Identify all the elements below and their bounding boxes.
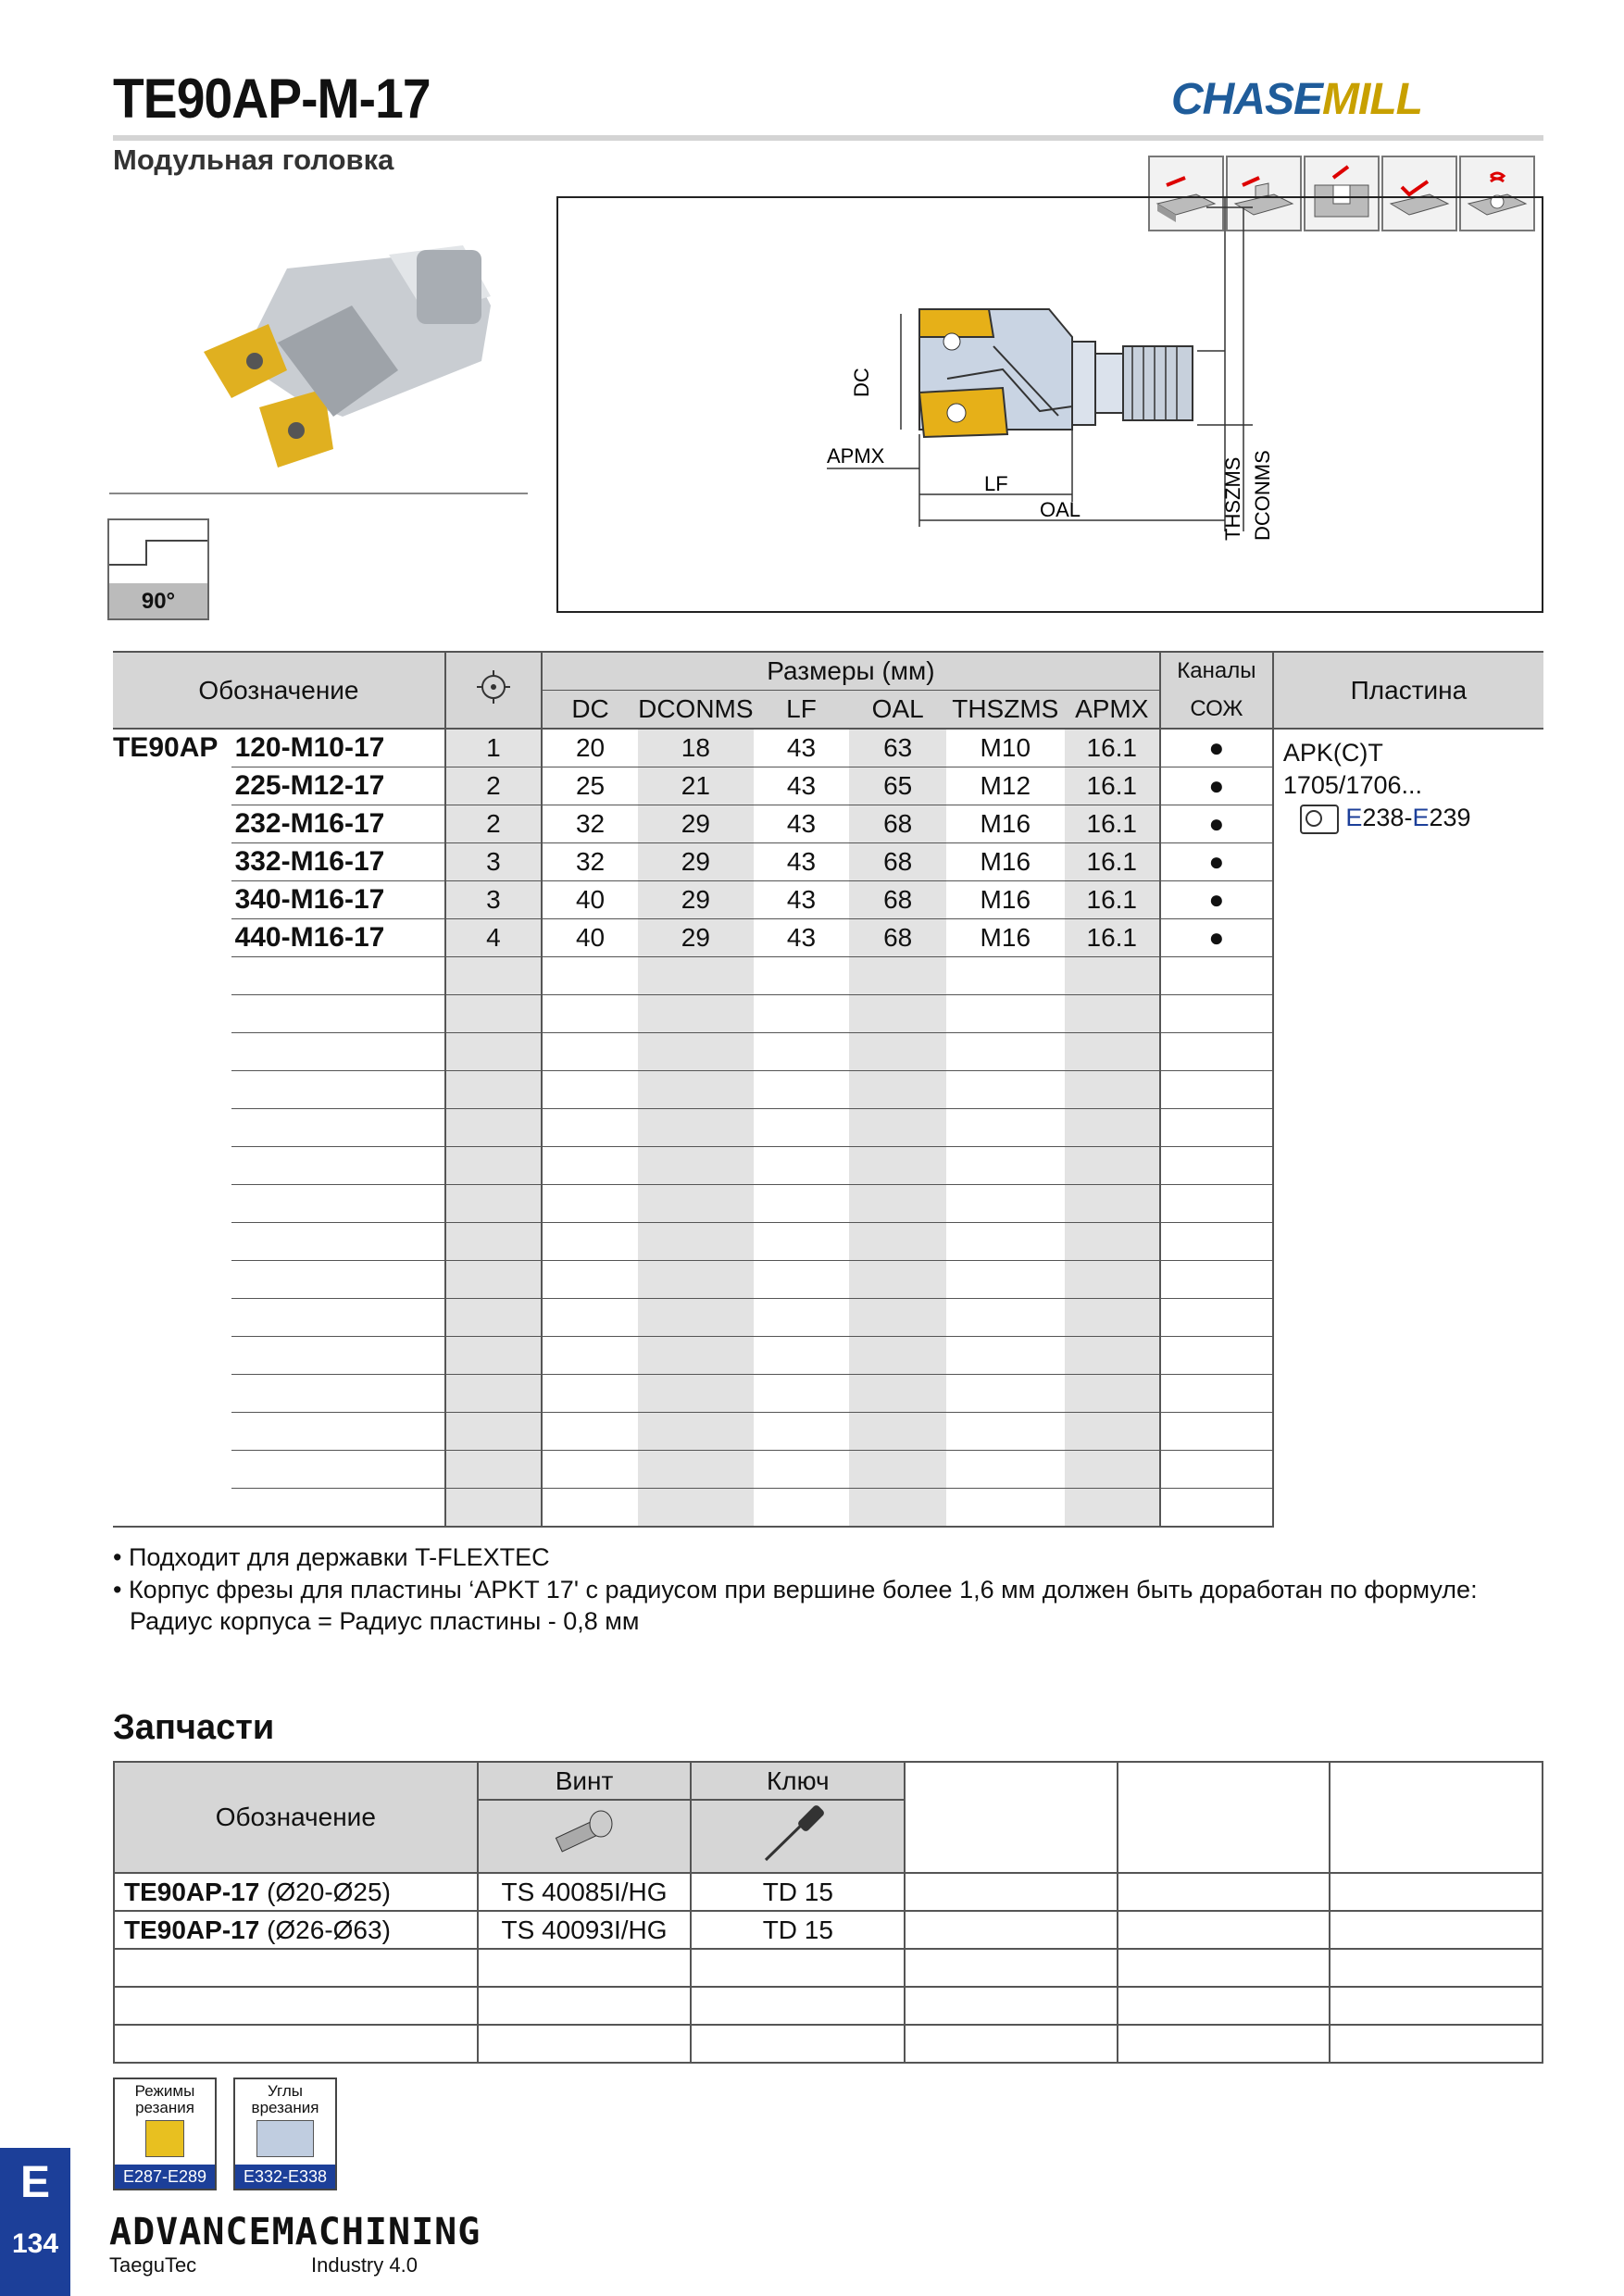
insert-ref-e2: E	[1412, 804, 1430, 832]
row-teeth: 3	[445, 881, 542, 919]
brand-part-a: CHASE	[1171, 75, 1323, 124]
ramping-angles-box[interactable]	[233, 2078, 337, 2190]
col-coolant-1: Каналы	[1160, 652, 1273, 691]
spares-title: Запчасти	[113, 1708, 275, 1747]
row-oal: 63	[849, 729, 946, 767]
row-thszms: M16	[946, 881, 1065, 919]
cutting-data-ref: E287-E289	[115, 2165, 215, 2189]
row-dc: 40	[542, 919, 638, 957]
row-code: 340-M16-17	[231, 881, 445, 919]
row-prefix-empty	[113, 881, 231, 919]
spares-screw: TS 40085I/HG	[478, 1873, 692, 1911]
cutting-data-icon	[145, 2120, 184, 2157]
row-coolant: ●	[1160, 729, 1273, 767]
row-dconms: 18	[638, 729, 753, 767]
table-row	[113, 729, 1543, 767]
row-prefix: TE90AP	[113, 729, 231, 767]
col-dc: DC	[542, 691, 638, 730]
spares-key: TD 15	[691, 1911, 905, 1949]
angle-symbol-icon	[109, 520, 207, 583]
row-code: 225-M12-17	[231, 767, 445, 805]
cutting-data-label-1: Режимы	[134, 2082, 195, 2100]
screw-cell	[478, 1800, 692, 1873]
insert-line-2: 1705/1706...	[1282, 771, 1422, 800]
catalog-reference-icon	[1300, 805, 1339, 834]
row-oal: 68	[849, 843, 946, 881]
row-dc: 32	[542, 805, 638, 843]
row-prefix-empty	[113, 805, 231, 843]
col-teeth	[445, 652, 542, 729]
row-apmx: 16.1	[1065, 767, 1160, 805]
screw-icon	[547, 1805, 621, 1861]
spares-screw: TS 40093I/HG	[478, 1911, 692, 1949]
page-subtitle: Модульная головка	[113, 144, 394, 176]
spares-col-empty	[1118, 1762, 1330, 1873]
row-coolant: ●	[1160, 919, 1273, 957]
spares-designation	[114, 1873, 478, 1911]
row-dc: 25	[542, 767, 638, 805]
row-apmx: 16.1	[1065, 843, 1160, 881]
col-thszms: THSZMS	[946, 691, 1065, 730]
drawing-svg	[558, 198, 1542, 611]
section-tab	[0, 2148, 70, 2296]
label-dc: DC	[850, 368, 873, 397]
spares-row	[114, 1911, 1543, 1949]
spares-col-screw: Винт	[478, 1762, 692, 1800]
spares-col-empty	[905, 1762, 1118, 1873]
row-dc: 20	[542, 729, 638, 767]
insert-ref-e1: E	[1345, 804, 1363, 832]
row-teeth: 3	[445, 843, 542, 881]
row-thszms: M16	[946, 843, 1065, 881]
row-oal: 68	[849, 805, 946, 843]
footer-logo: ADVANCEMACHINING	[109, 2211, 481, 2253]
spares-row	[114, 1873, 1543, 1911]
brand-part-b: MILL	[1322, 75, 1422, 124]
note-line: Радиус корпуса = Радиус пластины - 0,8 мм	[130, 1607, 640, 1636]
row-code: 440-M16-17	[231, 919, 445, 957]
row-prefix-empty	[113, 843, 231, 881]
spares-code: TE90AP-17	[124, 1877, 260, 1906]
row-teeth: 2	[445, 767, 542, 805]
row-coolant: ●	[1160, 767, 1273, 805]
label-apmx: APMX	[827, 444, 885, 468]
row-apmx: 16.1	[1065, 805, 1160, 843]
row-oal: 68	[849, 919, 946, 957]
spares-designation	[114, 1911, 478, 1949]
col-lf: LF	[754, 691, 850, 730]
spares-range: (Ø20-Ø25)	[259, 1877, 391, 1906]
row-prefix-empty	[113, 919, 231, 957]
title-rule	[113, 135, 1543, 141]
row-dconms: 29	[638, 881, 753, 919]
insert-ref-range-a: 238-	[1362, 804, 1413, 832]
key-cell	[691, 1800, 905, 1873]
footer-tagline: Industry 4.0	[311, 2253, 418, 2277]
brand-logo	[1171, 74, 1422, 125]
row-lf: 43	[754, 919, 850, 957]
label-oal: OAL	[1040, 498, 1081, 521]
row-code: 332-M16-17	[231, 843, 445, 881]
col-apmx: APMX	[1065, 691, 1160, 730]
spares-col-designation: Обозначение	[114, 1762, 478, 1873]
row-lf: 43	[754, 805, 850, 843]
ramping-angles-label-1: Углы	[267, 2082, 303, 2100]
col-dconms: DCONMS	[638, 691, 753, 730]
col-dimensions: Размеры (мм)	[542, 652, 1160, 691]
row-dconms: 29	[638, 919, 753, 957]
col-designation: Обозначение	[113, 652, 445, 729]
insert-cell	[1273, 729, 1543, 1527]
angle-label: 90°	[141, 589, 176, 614]
key-icon	[756, 1801, 840, 1866]
col-insert: Пластина	[1273, 652, 1543, 729]
note-line: • Подходит для державки T-FLEXTEC	[113, 1543, 550, 1571]
spares-col-empty	[1330, 1762, 1543, 1873]
row-lf: 43	[754, 881, 850, 919]
teeth-icon	[475, 668, 512, 705]
row-teeth: 1	[445, 729, 542, 767]
row-thszms: M16	[946, 919, 1065, 957]
row-prefix-empty	[113, 767, 231, 805]
row-dconms: 29	[638, 805, 753, 843]
row-coolant: ●	[1160, 881, 1273, 919]
row-dc: 40	[542, 881, 638, 919]
row-lf: 43	[754, 843, 850, 881]
col-oal: OAL	[849, 691, 946, 730]
label-lf: LF	[984, 472, 1008, 495]
spares-table	[113, 1761, 1543, 2064]
ramping-angles-label-2: врезания	[251, 2098, 319, 2116]
spares-code: TE90AP-17	[124, 1915, 260, 1944]
ramping-angles-ref: E332-E338	[235, 2165, 335, 2189]
col-coolant-2: СОЖ	[1160, 691, 1273, 730]
row-oal: 65	[849, 767, 946, 805]
row-thszms: M12	[946, 767, 1065, 805]
section-letter: E	[19, 2158, 50, 2207]
page-number: 134	[11, 2228, 59, 2259]
photo-divider	[109, 493, 528, 494]
empty-row	[114, 1949, 1543, 1987]
row-dc: 32	[542, 843, 638, 881]
spares-key: TD 15	[691, 1873, 905, 1911]
note-line: • Корпус фрезы для пластины ‘APKT 17' с радиусом при вершине более 1,6 мм должен быть доработан по формуле:	[113, 1575, 1478, 1603]
row-apmx: 16.1	[1065, 919, 1160, 957]
empty-row	[114, 2025, 1543, 2063]
page-title: TE90AP-M-17	[113, 68, 431, 130]
row-dconms: 21	[638, 767, 753, 805]
row-code: 232-M16-17	[231, 805, 445, 843]
insert-line-1: APK(C)T	[1282, 739, 1383, 767]
row-teeth: 2	[445, 805, 542, 843]
row-thszms: M10	[946, 729, 1065, 767]
product-photo	[185, 231, 500, 481]
angle-box	[107, 518, 209, 620]
ramping-angles-icon	[256, 2120, 314, 2157]
row-dconms: 29	[638, 843, 753, 881]
row-lf: 43	[754, 729, 850, 767]
row-apmx: 16.1	[1065, 881, 1160, 919]
row-lf: 43	[754, 767, 850, 805]
row-oal: 68	[849, 881, 946, 919]
row-thszms: M16	[946, 805, 1065, 843]
cutting-data-box[interactable]	[113, 2078, 217, 2190]
row-apmx: 16.1	[1065, 729, 1160, 767]
spares-range: (Ø26-Ø63)	[259, 1915, 391, 1944]
row-coolant: ●	[1160, 843, 1273, 881]
label-thszms: THSZMS	[1221, 456, 1244, 541]
footer-brand: TaeguTec	[109, 2253, 197, 2277]
row-coolant: ●	[1160, 805, 1273, 843]
cutting-data-label-2: резания	[135, 2098, 194, 2116]
label-dconms: DCONMS	[1251, 450, 1274, 541]
row-teeth: 4	[445, 919, 542, 957]
spares-col-key: Ключ	[691, 1762, 905, 1800]
notes	[113, 1541, 1478, 1638]
insert-ref-range-b: 239	[1429, 804, 1471, 832]
row-code: 120-M10-17	[231, 729, 445, 767]
empty-row	[114, 1987, 1543, 2025]
technical-drawing	[556, 196, 1543, 613]
product-table	[113, 651, 1543, 1528]
insert-ref[interactable]	[1300, 802, 1543, 834]
